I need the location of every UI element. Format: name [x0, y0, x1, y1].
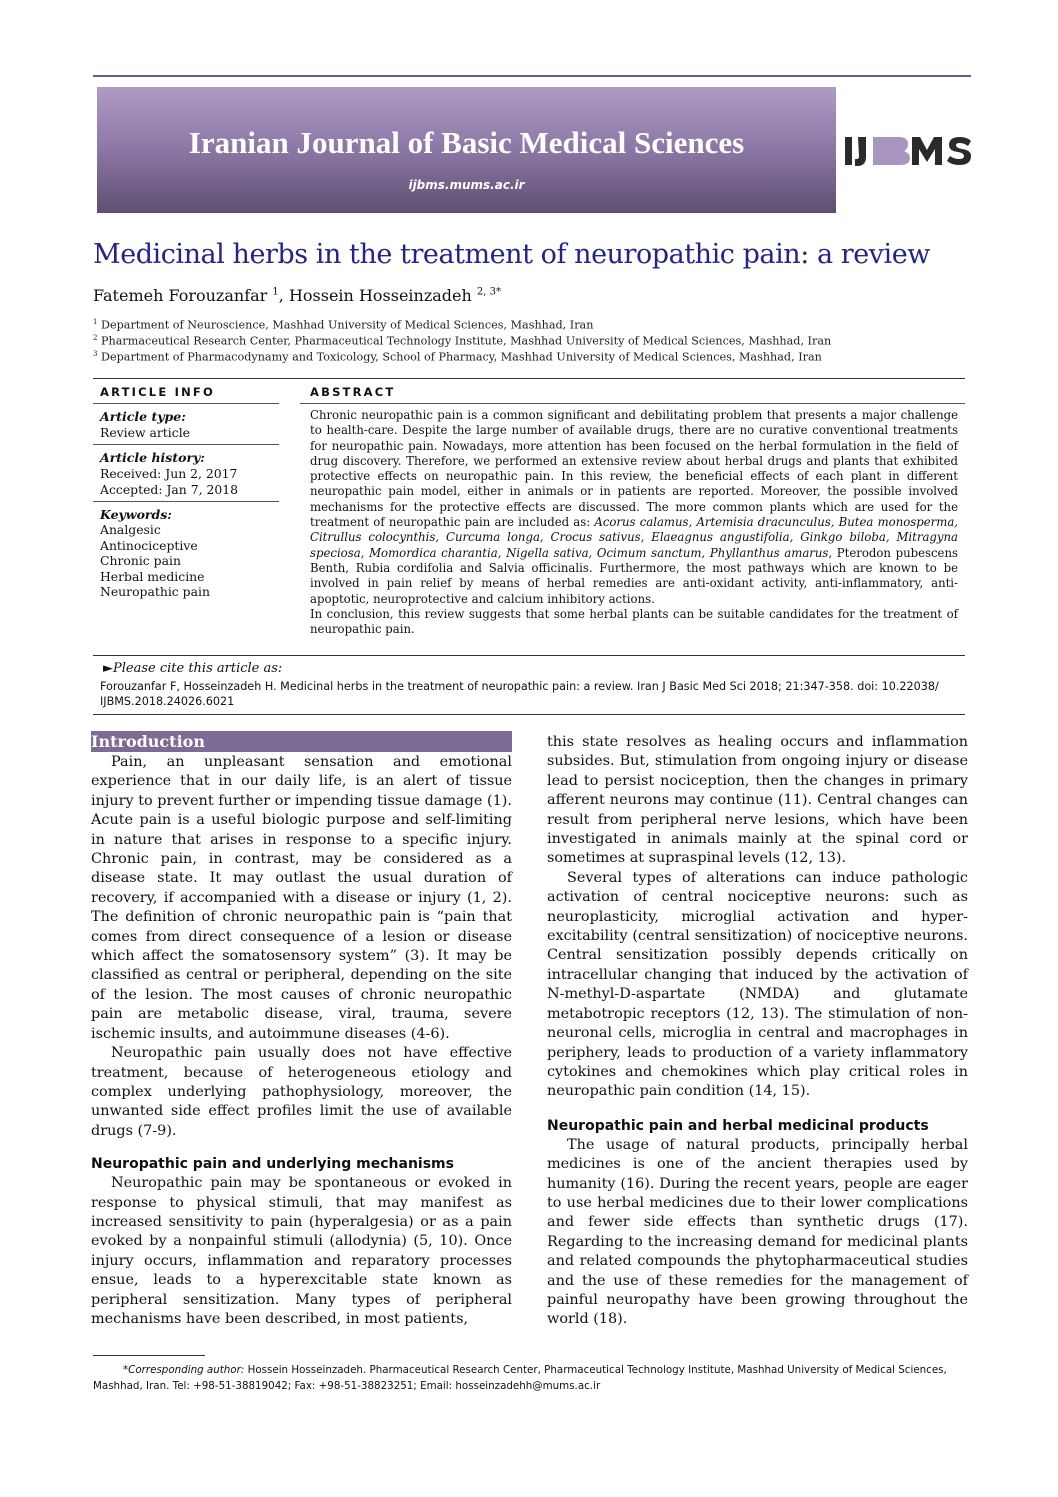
right-column	[547, 733, 968, 1330]
abstract-conclusion: In conclusion, this review suggests that some herbal plants can be suitable candidates for the treatment of neuropathic pain.	[310, 606, 958, 637]
header-top-rule	[93, 75, 971, 77]
abstract-bottom-rule	[93, 655, 965, 656]
footnote-label: *Corresponding author:	[123, 1364, 245, 1376]
body-paragraph: this state resolves as healing occurs and inflammation subsides. But, stimulation from ongoing injury or disease lead to persist nociception, then the changes in primary afferent neurons may continue (11). Central changes can result from peripheral nerve lesions, which have been investigated in animals mainly at the spinal cord or sometimes at supraspinal levels (12, 13).	[547, 734, 968, 867]
journal-logo	[843, 130, 978, 172]
body-paragraph: Neuropathic pain may be spontaneous or evoked in response to physical stimuli, that may manifest as increased sensitivity to pain (hyperalgesia) or as a pain evoked by a nonpainful stimuli (allodynia) (5, 10). Once injury occurs, inflammation and reparatory processes ensue, leads to a hyperexcitable state known as peripheral sensitization. Many types of peripheral mechanisms have been described, in most patients,	[91, 1175, 512, 1327]
body-paragraph: The usage of natural products, principally herbal medicines is one of the ancient therapies used by humanity (16). During the recent years, people are eager to use herbal medicines due to their lower complications and fewer side effects than synthetic drugs (17). Regarding to the increasing demand for medicinal plants and related compounds the phytopharmaceutical studies and the use of these remedies for the management of painful neuropathy have been growing throughout the world (18).	[547, 1136, 968, 1328]
keyword: Herbal medicine	[100, 568, 205, 584]
section-heading: Introduction	[91, 732, 205, 751]
affiliation-text: Pharmaceutical Research Center, Pharmaceutical Technology Institute, Mashhad University of Medical Sciences, Mashhad, Iran	[101, 334, 832, 348]
article-info-heading: ARTICLE INFO	[100, 385, 215, 399]
article-type-label: Article type:	[100, 409, 186, 424]
abstract-body	[310, 408, 958, 637]
affiliation	[93, 334, 831, 348]
journal-url[interactable]: ijbms.mums.ac.ir	[408, 178, 525, 192]
section-heading: Neuropathic pain and underlying mechanisms	[91, 1156, 454, 1173]
section-heading: Neuropathic pain and herbal medicinal products	[547, 1117, 929, 1134]
abstract-divider	[300, 403, 965, 404]
citation-bottom-rule	[93, 714, 965, 715]
author-affiliation-mark: 1	[272, 286, 279, 298]
abstract-heading: ABSTRACT	[310, 385, 396, 399]
affiliation-number: 3	[93, 350, 98, 358]
affiliation-text: Department of Neuroscience, Mashhad University of Medical Sciences, Mashhad, Iran	[101, 318, 594, 332]
body-paragraph: Pain, an unpleasant sensation and emotional experience that in our daily life, is an alert of tissue injury to prevent further or impending tissue damage (1). Acute pain is a useful biologic purpose and self-limiting in nature that arises in response to a specific injury. Chronic pain, in contrast, may be considered as a disease state. It may outlast the usual duration of recovery, if accompanied with a disease or injury (1, 2). The definition of chronic neuropathic pain is “pain that comes from direct consequence of a lesion or disease which affect the somatosensory system” (3). It may be classified as central or peripheral, depending on the site of the lesion. The most causes of chronic neuropathic pain are metabolic disease, viral, trauma, severe ischemic insults, and autoimmune diseases (4-6).	[91, 754, 512, 1042]
info-divider	[93, 501, 279, 502]
article-history-label: Article history:	[100, 450, 205, 465]
affiliation-text: Department of Pharmacodynamy and Toxicology, School of Pharmacy, Mashhad University of Medical Sciences, Mashhad, Iran	[101, 350, 822, 364]
article-title: Medicinal herbs in the treatment of neuropathic pain: a review	[93, 239, 930, 270]
affiliation-number: 2	[93, 334, 98, 342]
author-name: Fatemeh Forouzanfar	[93, 286, 268, 305]
abstract-species-list: Acorus calamus, Artemisia dracunculus, Butea monosperma, Citrullus colocynthis, Curcuma longa, Crocus sativus, Elaeagnus angustifolia, Ginkgo biloba, Mitragyna speciosa, Momordica charantia, Nigella sativa, Ocimum sanctum, Phyllanthus amarus	[310, 515, 959, 560]
affiliation-number: 1	[93, 318, 98, 326]
citation-text: Forouzanfar F, Hosseinzadeh H. Medicinal herbs in the treatment of neuropathic pain: a review. Iran J Basic Med Sci 2018; 21:347-358. doi: 10.22038/ IJBMS.2018.24026.6021	[100, 680, 939, 708]
cite-label	[103, 661, 282, 676]
keyword: Neuropathic pain	[100, 584, 210, 599]
footnote-rule	[93, 1355, 205, 1356]
abstract-paragraph	[310, 408, 958, 607]
keyword-list	[100, 522, 210, 600]
abstract-text: Chronic neuropathic pain is a common significant and debilitating problem that presents a major challenge to health-care. Despite the large number of available drugs, there are no curative conventional treatments for neuropathic pain. Nowadays, more attention has been focused on the herbal formulation in the field of drug discovery. Therefore, we performed an extensive review about herbal drugs and plants that exhibited protective effects on neuropathic pain. In this review, the beneficial effects of each plant in different neuropathic pain model, either in animals or in patients are reported. Moreover, the possible involved mechanisms for the protective effects are discussed. The more common plants which are used for the treatment of neuropathic pain are included as:	[310, 408, 958, 530]
cite-label-text: Please cite this article as:	[113, 661, 283, 676]
author-affiliation-mark: 2, 3*	[476, 286, 502, 298]
journal-name: Iranian Journal of Basic Medical Sciences	[188, 125, 745, 160]
abstract-text: , Pterodon pubescens Benth, Rubia cordifolia and Salvia officinalis. Furthermore, the most pathways which are known to be involved in pain relief by means of herbal remedies are anti-oxidant activity, anti-inflammatory, anti-apoptotic, neuroprotective and calcium inhibitory actions.	[310, 545, 958, 606]
affiliation	[93, 350, 822, 364]
info-divider	[93, 444, 279, 445]
left-column	[91, 753, 512, 1329]
keyword: Chronic pain	[100, 553, 181, 568]
keyword: Antinociceptive	[100, 537, 198, 553]
keyword: Analgesic	[100, 522, 161, 537]
received-date: Received: Jun 2, 2017	[100, 466, 238, 481]
introduction-heading-bar	[91, 731, 512, 752]
accepted-date: Accepted: Jan 7, 2018	[100, 482, 239, 497]
corresponding-author-footnote	[93, 1362, 968, 1394]
body-paragraph: Several types of alterations can induce pathologic activation of central nociceptive neurons: such as neuroplasticity, microglial activation and hyper-excitability (central sensitization) of nociceptive neurons. Central sensitization possibly depends critically on intracellular changing that induced by the activation of N-methyl-D-aspartate (NMDA) and glutamate metabotropic receptors (12, 13). The stimulation of non-neuronal cells, microglia in central and macrophages in periphery, leads to production of a variety inflammatory cytokines and chemokines which play critical roles in neuropathic pain condition (14, 15).	[547, 869, 968, 1100]
article-type-value: Review article	[100, 425, 190, 440]
body-paragraph: Neuropathic pain usually does not have effective treatment, because of heterogeneous etiology and complex underlying pathophysiology, moreover, the unwanted side effect profiles limit the use of available drugs (7-9).	[91, 1045, 512, 1139]
author-name: Hossein Hosseinzadeh	[288, 286, 472, 305]
journal-banner	[97, 87, 836, 213]
info-divider	[93, 403, 279, 404]
author-list	[93, 286, 501, 305]
affiliation	[93, 318, 593, 332]
author-separator: ,	[278, 286, 289, 305]
cite-arrow-icon: ►	[103, 661, 113, 676]
info-top-rule	[93, 378, 965, 379]
footnote-text: Hossein Hosseinzadeh. Pharmaceutical Research Center, Pharmaceutical Technology Institute, Mashhad University of Medical Sciences, Mashhad, Iran. Tel: +98-51-38819042; Fax: +98-51-38823251; Email: hosseinzadehh@mums.ac.ir	[93, 1364, 947, 1392]
keywords-label: Keywords:	[100, 507, 172, 522]
